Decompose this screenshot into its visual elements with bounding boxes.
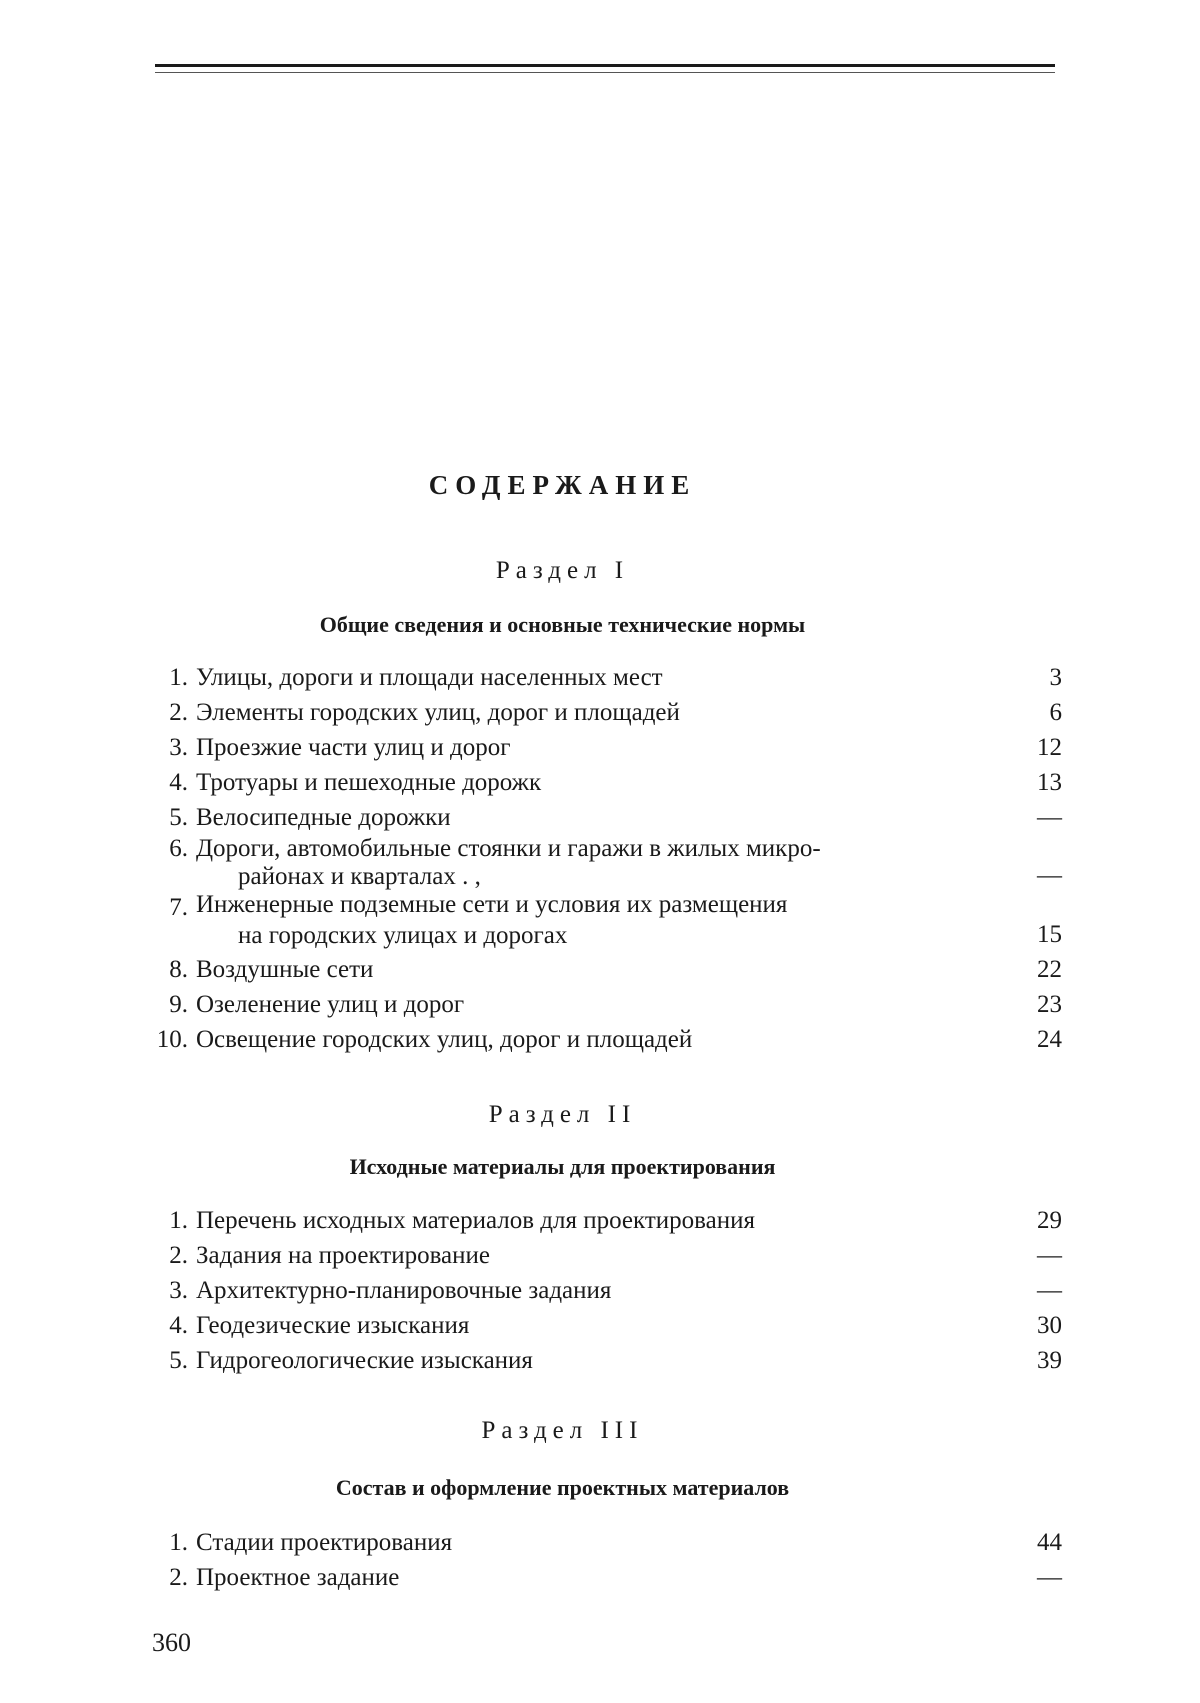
toc-entry <box>152 765 1062 800</box>
entry-title-line-2: на городских улицах и дорогах <box>238 922 568 949</box>
section-label: Раздел I <box>495 557 630 584</box>
entry-number: 4. <box>169 1312 188 1339</box>
entry-page: — <box>1037 862 1062 889</box>
toc-entry <box>152 730 1062 765</box>
entry-page: 30 <box>1037 1312 1062 1339</box>
toc-entry <box>152 1273 1062 1308</box>
entry-page: 22 <box>1037 956 1062 983</box>
top-rule <box>155 64 1055 73</box>
entry-page: 29 <box>1037 1207 1062 1234</box>
entry-title: Улицы, дороги и площади населенных мест <box>196 664 663 691</box>
toc-entry <box>152 1203 1062 1238</box>
entry-number: 6. <box>169 835 188 862</box>
entry-number: 3. <box>169 1277 188 1304</box>
entry-page: — <box>1037 1277 1062 1304</box>
page-number: 360 <box>152 1628 191 1657</box>
entry-title-line-2: районах и кварталах . , <box>238 863 481 890</box>
entry-title: Освещение городских улиц, дорог и площадей <box>196 1026 693 1053</box>
toc-entry <box>152 800 1062 835</box>
toc-entry <box>152 890 1062 952</box>
toc-entry <box>152 1238 1062 1273</box>
entry-title: Гидрогеологические изыскания <box>196 1347 533 1374</box>
entry-page: 15 <box>1037 921 1062 948</box>
toc-entry <box>152 987 1062 1022</box>
entry-title <box>196 835 1026 891</box>
entry-title: Перечень исходных материалов для проектирования <box>196 1207 755 1234</box>
entry-title-line-1: Дороги, автомобильные стоянки и гаражи в жилых микро- <box>196 835 821 862</box>
entry-page: 23 <box>1037 991 1062 1018</box>
entry-number: 8. <box>169 956 188 983</box>
toc-entry <box>152 1525 1062 1560</box>
entry-number: 10. <box>156 1026 188 1053</box>
entry-page: — <box>1037 1242 1062 1269</box>
toc-list-section-2 <box>152 1203 1062 1378</box>
entry-title: Стадии проектирования <box>196 1529 453 1556</box>
entry-page: — <box>1037 804 1062 831</box>
toc-entry <box>152 952 1062 987</box>
entry-page: 3 <box>1049 664 1062 691</box>
entry-title: Воздушные сети <box>196 956 374 983</box>
section-heading: Исходные материалы для проектирования <box>349 1154 776 1179</box>
entry-number: 5. <box>169 1347 188 1374</box>
entry-number: 1. <box>169 1207 188 1234</box>
entry-title: Проектное задание <box>196 1564 400 1591</box>
entry-number: 2. <box>169 699 188 726</box>
entry-number: 1. <box>169 664 188 691</box>
toc-entry <box>152 1022 1062 1057</box>
entry-title <box>196 890 1026 952</box>
entry-number: 7. <box>169 894 188 921</box>
entry-page: 6 <box>1049 699 1062 726</box>
entry-number: 3. <box>169 734 188 761</box>
entry-number: 5. <box>169 804 188 831</box>
toc-entry <box>152 1343 1062 1378</box>
entry-title: Задания на проектирование <box>196 1242 490 1269</box>
entry-title: Тротуары и пешеходные дорожк <box>196 769 542 796</box>
toc-entry <box>152 835 1062 890</box>
entry-title: Элементы городских улиц, дорог и площадей <box>196 699 680 726</box>
entry-page: 12 <box>1037 734 1062 761</box>
toc-entry <box>152 660 1062 695</box>
entry-title: Проезжие части улиц и дорог <box>196 734 511 761</box>
section-label: Раздел III <box>481 1417 644 1444</box>
entry-number: 1. <box>169 1529 188 1556</box>
page-title: СОДЕРЖАНИЕ <box>428 470 697 500</box>
entry-page: 39 <box>1037 1347 1062 1374</box>
toc-entry <box>152 1560 1062 1595</box>
section-label: Раздел II <box>488 1101 637 1128</box>
entry-title: Геодезические изыскания <box>196 1312 470 1339</box>
entry-title: Велосипедные дорожки <box>196 804 451 831</box>
section-heading: Состав и оформление проектных материалов <box>335 1475 790 1500</box>
entry-title-line-1: Инженерные подземные сети и условия их размещения <box>196 891 788 918</box>
entry-page: 13 <box>1037 769 1062 796</box>
toc-list-section-3 <box>152 1525 1062 1595</box>
entry-number: 4. <box>169 769 188 796</box>
entry-page: — <box>1037 1564 1062 1591</box>
entry-number: 2. <box>169 1564 188 1591</box>
toc-entry <box>152 695 1062 730</box>
entry-page: 44 <box>1037 1529 1062 1556</box>
entry-title: Архитектурно-планировочные задания <box>196 1277 612 1304</box>
entry-title: Озеленение улиц и дорог <box>196 991 465 1018</box>
section-heading: Общие сведения и основные технические нормы <box>319 612 806 637</box>
entry-number: 2. <box>169 1242 188 1269</box>
toc-entry <box>152 1308 1062 1343</box>
entry-page: 24 <box>1037 1026 1062 1053</box>
entry-number: 9. <box>169 991 188 1018</box>
toc-list-section-1 <box>152 660 1062 1057</box>
